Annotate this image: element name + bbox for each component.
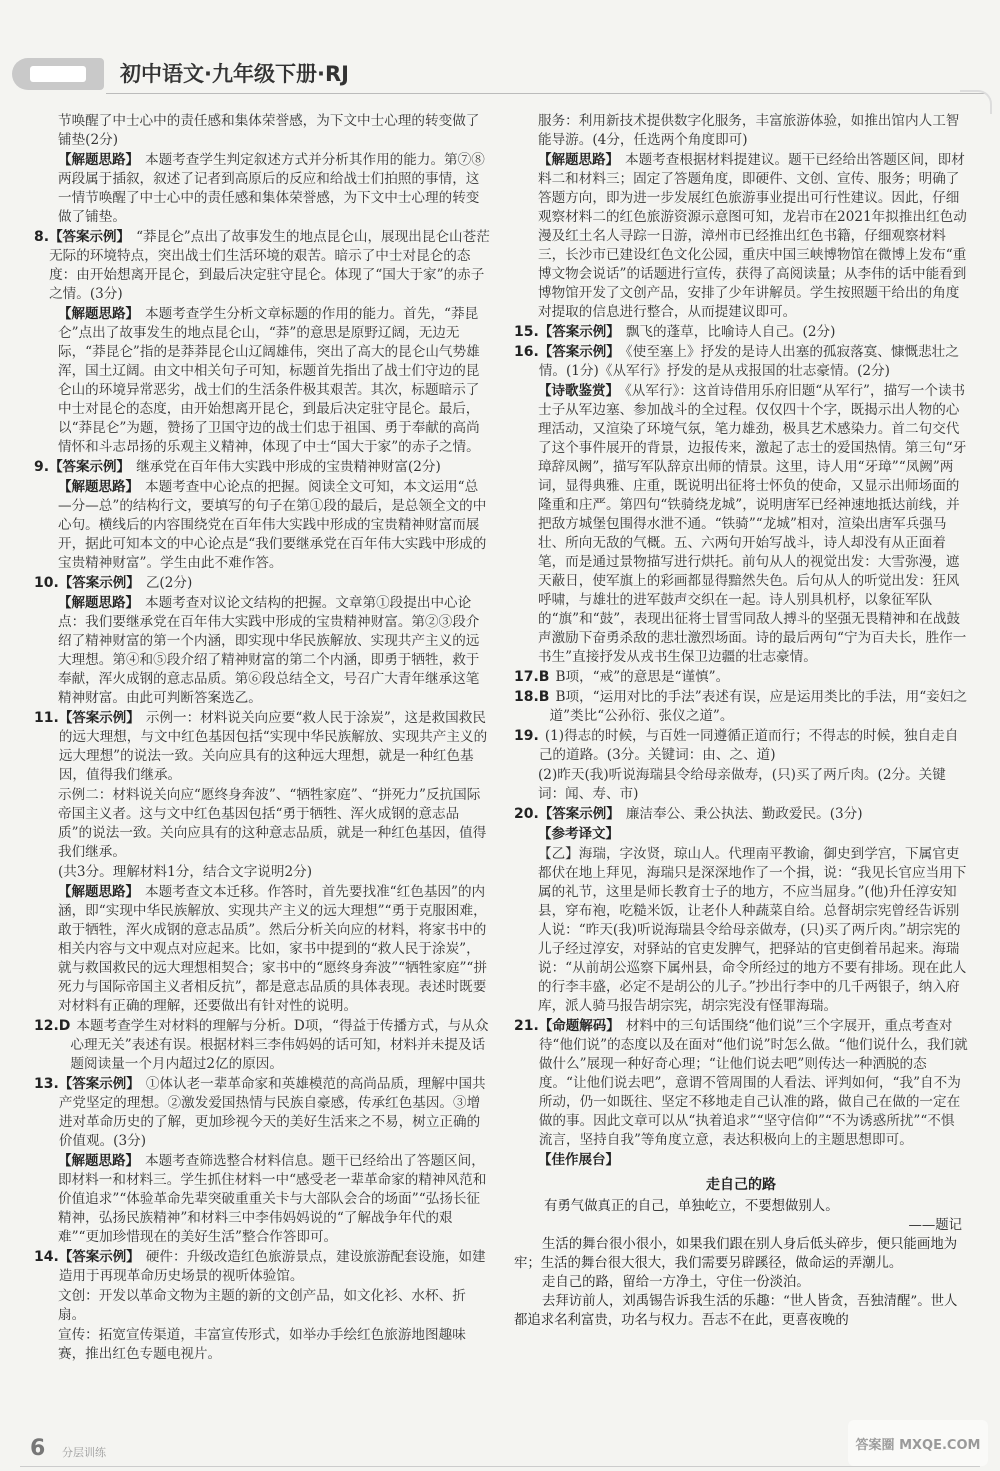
answer-item: [514, 1017, 968, 1150]
section-tag: 【佳作展台】: [538, 1152, 619, 1168]
answer-item: [514, 766, 968, 804]
answer-text: 示例一：材料说关向应要“救人民于涂炭”，这是救国救民的远大理想，与文中红色基因包括“实现中华民族解放、实现共产主义的远大理想”的说法一致。关向应具有的这种远大理想，就是一种红色基因，值得我们继承。: [58, 710, 488, 783]
question-number: 9.: [34, 459, 50, 475]
essay-paragraph: 生活的舞台很小很小，如果我们跟在别人身后低头碎步，便只能画地为牢；生活的舞台很大很大，我们需要另辟蹊径，做命运的弄潮儿。: [514, 1237, 958, 1271]
answer-text: 本题考查学生对材料的理解与分析。D项，“得益于传播方式，与从众心理无关”表述有误。根据材料三李伟妈妈的话可知，材料并未提及话题阅读量一个月内超过2亿的原因。: [70, 1018, 489, 1072]
book-title: 初中语文·九年级下册·RJ: [120, 62, 349, 86]
footer-rule: [20, 1466, 980, 1467]
answer-text: 节唤醒了中士心中的责任感和集体荣誉感，为下文中士心理的转变做了铺垫(2分): [58, 113, 480, 148]
answer-text: 乙(2分): [145, 575, 193, 591]
answer-text: 本题考查根据材料提建议。题干已经给出答题区间，即材料二和材料三；固定了答题角度，即硬件、文创、宣传、服务；明确了答题方向，即为进一步发展红色旅游事业提出可行性建议。因此，仔细观察材料二的红色旅游资源示意图可知，龙岩市在2021年拟推出红色动漫及红土名人寻踪一日游，漳州市已经推出红色书籍，仔细观察材料三，长沙市已建设红色文化公园，重庆中国三峡博物馆在微博上发布“重博文物会说话”的话题进行宣传，获得了高阅读量；从李伟的话中能看到博物馆开发了文创产品，安排了少年讲解员。学生按照题干给出的角度对提取的信息进行整合，从而提建议即可。: [538, 152, 967, 320]
answer-item: [514, 151, 968, 322]
answer-item: [34, 112, 490, 150]
answer-item: [34, 594, 490, 708]
question-number: 17.B: [514, 669, 550, 685]
answer-item: [34, 1152, 490, 1247]
section-tag: 【解题思路】: [58, 306, 139, 322]
question-number: 16.: [514, 344, 539, 360]
answer-item: [514, 845, 968, 1016]
section-tag: 【解题思路】: [58, 595, 139, 611]
answer-item: [514, 727, 968, 765]
header-curve-decoration: [960, 90, 992, 114]
answer-text: 硬件：升级改造红色旅游景点，建设旅游配套设施，如建造用于再现革命历史场景的视听体验馆。: [58, 1249, 486, 1284]
question-number: 21.: [514, 1018, 539, 1034]
answer-item: [34, 458, 490, 477]
answer-item: [34, 574, 490, 593]
section-tag: 【答案示例】: [538, 344, 620, 360]
essay-epigraph-source: ——题记: [908, 1218, 962, 1233]
answer-text: 本题考查文本迁移。作答时，首先要找准“红色基因”的内涵，即“实现中华民族解放、实现共产主义的远大理想”“勇于克服困难，敢于牺牲，浑火成钢的意志品质”。然后分析关向应的材料，将家书中的相关内容与文中观点对应起来。比如，家书中提到的“救人民于涂炭”，就与救国救民的远大理想相契合；家书中的“愿终身奔波”“牺牲家庭”“拼死力与国际帝国主义者相反抗”，都是意志品质的具体表现。表述时既要对材料有正确的理解，还要做出有针对性的说明。: [58, 884, 487, 1014]
answer-text: 本题考查学生判定叙述方式并分析其作用的能力。第⑦⑧两段属于插叙，叙述了记者到高原后的反应和给战士们拍照的事情，这一情节唤醒了中士心中的责任感和集体荣誉感，为下文中士心理的转变做了铺垫。: [58, 152, 485, 225]
section-tag: 【答案示例】: [538, 806, 620, 822]
answer-item: [514, 382, 968, 667]
answer-text: 《从军行》：这首诗借用乐府旧题“从军行”，描写一个读书士子从军边塞、参加战斗的全过程。仅仅四十个字，既揭示出人物的心理活动，又渲染了环境气氛，笔力雄劲，极具艺术感染力。首二句交代了这个事件展开的背景，边报传来，激起了志士的爱国热情。第三句“牙璋辞凤阙”，描写军队辞京出师的情景。这里，诗人用“牙璋”“凤阙”两词，显得典雅、庄重，既说明出征将士怀负的使命，又显示出师场面的隆重和庄严。第四句“铁骑绕龙城”，说明唐军已经神速地抵达前线，并把敌方城堡包围得水泄不通。“铁骑”“龙城”相对，渲染出唐军兵强马壮、所向无敌的气概。五、六两句开始写战斗，诗人却没有从正面着笔，而是通过景物描写进行烘托。前句从人的视觉出发：大雪弥漫，遮天蔽日，使军旗上的彩画都显得黯然失色。后句从人的听觉出发：狂风呼啸，与雄壮的进军鼓声交织在一起。诗人别具机杼，以象征军队的“旗”和“鼓”，表现出征将士冒雪同敌人搏斗的坚强无畏精神和在战鼓声激励下奋勇杀敌的悲壮激烈场面。诗的最后两句“宁为百夫长，胜作一书生”直接抒发从戎书生保卫边疆的壮志豪情。: [538, 383, 967, 665]
answer-text: (共3分。理解材料1分，结合文字说明2分): [58, 864, 313, 880]
answer-item: [514, 805, 968, 824]
header-rule: [106, 93, 986, 94]
section-tag: 【诗歌鉴赏】: [538, 383, 619, 399]
answer-item: [34, 228, 490, 304]
model-essay: [514, 1176, 968, 1330]
series-logo: [12, 58, 104, 90]
answer-text: 本题考查筛选整合材料信息。题干已经给出了答题区间，即材料一和材料三。学生抓住材料一中“感受老一辈革命家的精神风范和价值追求”“体验革命先辈突破重重关卡与大部队会合的场面”“弘扬长征精神，弘扬民族精神”和材料三中李伟妈妈说的“了解战争年代的艰难”“更加珍惜现在的美好生活”整合作答即可。: [58, 1153, 487, 1245]
answer-text: 材料中的三句话围绕“他们说”三个字展开，重点考查对待“他们说”的态度以及在面对“他们说”时怎么做。“他们说什么，我们就做什么”展现一种好奇心理；“让他们说去吧”则传达一种洒脱的态度。“让他们说去吧”，意谓不管周围的人看法、评判如何，“我”自不为所动，仍一如既往、坚定不移地走自己认准的路，做自己在做的一定在做的事。因此文章可以从“执着追求”“坚守信仰”“不为诱惑所扰”“不惧流言，坚持自我”等角度立意，表达积极向上的主题思想即可。: [538, 1018, 968, 1148]
section-tag: 【答案示例】: [58, 1076, 140, 1092]
question-number: 8.: [34, 229, 50, 245]
answer-item: [34, 1075, 490, 1151]
answer-text: (2)昨天(我)听说海瑞县令给母亲做寿，(只)买了两斤肉。(2分。关键词：闻、寿、市): [538, 767, 946, 802]
answer-item: [514, 323, 968, 342]
answer-item: [34, 883, 490, 1016]
section-tag: 【参考译文】: [538, 826, 619, 842]
answer-text: 【乙】海瑞，字汝贤，琼山人。代理南平教谕，御史到学宫，下属官吏都伏在地上拜见，海瑞只是深深地作了一个揖，说：“我见长官应当用下属的礼节，这里是师长教育士子的地方，不应当屈身。”(他)升任淳安知县，穿布袍，吃糙米饭，让老仆人种蔬菜自给。总督胡宗宪曾经告诉别人说：“昨天(我)听说海瑞县令给母亲做寿，(只)买了两斤肉。”胡宗宪的儿子经过淳安，对驿站的官吏发脾气，把驿站的官吏倒着吊起来。海瑞说：“从前胡公巡察下属州县，命令所经过的地方不要有排场。现在此人的行李丰盛，必定不是胡公的儿子。”抄出行李中的几千两银子，纳入府库，派人骑马报告胡宗宪，胡宗宪没有怪罪海瑞。: [538, 846, 967, 1014]
section-tag: 【答案示例】: [49, 229, 131, 245]
question-number: 14.: [34, 1249, 59, 1265]
question-number: 19.: [514, 728, 539, 744]
answer-item: [514, 112, 968, 150]
answer-item: [34, 478, 490, 573]
answer-item: [34, 305, 490, 457]
section-tag: 【解题思路】: [58, 1153, 139, 1169]
answer-text: 本题考查对议论文结构的把握。文章第①段提出中心论点：我们要继承党在百年伟大实践中形成的宝贵精神财富。第②③段介绍了精神财富的第一个内涵，即实现中华民族解放、实现共产主义的远大理想。第④和⑤段介绍了精神财富的第二个内涵，即勇于牺牲，救于奉献，浑火成钢的意志品质。第⑥段总结全文，号召广大青年继承这笔精神财富。由此可判断答案选乙。: [58, 595, 480, 706]
essay-paragraph: 走自己的路，留给一方净土，守住一份淡泊。: [542, 1275, 810, 1290]
answer-item: [514, 1151, 968, 1170]
answer-item: [514, 668, 968, 687]
question-number: 13.: [34, 1076, 59, 1092]
answer-text: 宣传：拓宽宣传渠道，丰富宣传形式，如举办手绘红色旅游地图趣味赛，推出红色专题电视片。: [58, 1327, 466, 1362]
answer-item: [34, 1248, 490, 1286]
answer-item: [34, 1326, 490, 1364]
page-header: [0, 0, 1000, 100]
watermark-text: 答案圈 MXQE.COM: [855, 1438, 981, 1453]
section-tag: 【命题解码】: [538, 1018, 620, 1034]
answer-item: [34, 786, 490, 862]
section-tag: 【解题思路】: [538, 152, 619, 168]
left-column: [34, 112, 490, 1365]
answer-text: 示例二：材料说关向应“愿终身奔波”、“牺牲家庭”、“拼死力”反抗国际帝国主义者。这与文中红色基因包括“勇于牺牲、浑火成钢的意志品质”的说法一致。关向应具有的这种意志品质，就是一种红色基因，值得我们继承。: [58, 787, 487, 860]
question-number: 10.: [34, 575, 59, 591]
answer-text: “莽昆仑”点出了故事发生的地点昆仑山，展现出昆仑山苍茫无际的环境特点，突出战士们生活环境的艰苦。暗示了中士对昆仑的态度：由开始想离开昆仑，到最后决定驻守昆仑。体现了“国大于家”的赤子之情。(3分): [49, 229, 490, 302]
answer-item: [34, 863, 490, 882]
right-column: [514, 112, 968, 1330]
answer-item: [34, 709, 490, 785]
answer-text: 文创：开发以革命文物为主题的新的文创产品，如文化衫、水杯、折扇。: [58, 1288, 466, 1323]
answer-text: 本题考查学生分析文章标题的作用的能力。首先，“莽昆仑”点出了故事发生的地点昆仑山，“莽”的意思是原野辽阔，无边无际，“莽昆仑”指的是莽莽昆仑山辽阔雄伟，突出了高大的昆仑山气势雄浑，国土辽阔。由文中相关句子可知，标题首先指出了战士们守边的昆仑山的环境异常恶劣，战士们的生活条件极其艰苦。其次，标题暗示了中士对昆仑的态度，由开始想离开昆仑，到最后决定驻守昆仑。最后，以“莽昆仑”为题，赞扬了卫国守边的战士们忠于祖国、勇于奉献的高尚情怀和斗志昂扬的乐观主义精神，体现了中士“国大于家”的赤子之情。: [58, 306, 480, 455]
answer-text: 本题考查中心论点的把握。阅读全文可知，本文运用“总—分—总”的结构行文，要填写的句子在第①段的最后，是总领全文的中心句。横线后的内容围绕党在百年伟大实践中形成的宝贵精神财富而展开，据此可知本文的中心论点是“我们要继承党在百年伟大实践中形成的宝贵精神财富”。学生由此不难作答。: [58, 479, 487, 571]
question-number: 18.B: [514, 689, 550, 705]
section-tag: 【答案示例】: [538, 324, 620, 340]
answer-text: B项，“戒”的意思是“谨慎”。: [555, 669, 730, 685]
answer-item: [514, 343, 968, 381]
answer-item: [34, 1017, 490, 1074]
answer-item: [34, 151, 490, 227]
answer-text: 飘飞的蓬草，比喻诗人自己。(2分): [625, 324, 836, 340]
section-tag: 【解题思路】: [58, 884, 139, 900]
section-tag: 【解题思路】: [58, 152, 139, 168]
question-number: 15.: [514, 324, 539, 340]
section-tag: 【答案示例】: [58, 575, 140, 591]
essay-epigraph: 有勇气做真正的自己，单独屹立，不要想做别人。: [544, 1199, 839, 1214]
page-number: 6: [30, 1436, 46, 1461]
section-tag: 【解题思路】: [58, 479, 139, 495]
answer-item: [514, 825, 968, 844]
answer-text: 《使至塞上》抒发的是诗人出塞的孤寂落寞、慷慨悲壮之情。(1分)《从军行》抒发的是从戎报国的壮志豪情。(2分): [538, 344, 959, 379]
answer-text: ①体认老一辈革命家和英雄模范的高尚品质，理解中国共产党坚定的理想。②激发爱国热情与民族自豪感，传承红色基因。③增进对革命历史的了解，更加珍视今天的美好生活来之不易，树立正确的价值观。(3分): [58, 1076, 486, 1149]
answer-text: (1)得志的时候，与百姓一同遵循正道而行；不得志的时候，独自走自己的道路。(3分。关键词：由、之、道): [538, 728, 959, 763]
section-tag: 【答案示例】: [58, 710, 140, 726]
answer-item: [34, 1287, 490, 1325]
answer-text: B项，“运用对比的手法”表述有误，应是运用类比的手法，用“妾妇之道”类比“公孙衍、张仪之道”。: [549, 689, 967, 724]
question-number: 12.D: [34, 1018, 71, 1034]
question-number: 20.: [514, 806, 539, 822]
answer-text: 继承党在百年伟大实践中形成的宝贵精神财富(2分): [136, 459, 441, 475]
section-tag: 【答案示例】: [58, 1249, 140, 1265]
section-label: 分层训练: [62, 1446, 106, 1459]
answer-item: [514, 688, 968, 726]
watermark-logo: [848, 1420, 988, 1466]
section-tag: 【答案示例】: [49, 459, 131, 475]
essay-paragraph: 去拜访前人，刘禹锡告诉我生活的乐趣：“世人皆贪，吾独清醒”。世人都追求名利富贵，功名与权力。吾志不在此，更喜夜晚的: [514, 1294, 958, 1328]
answer-text: 服务：利用新技术提供数字化服务，丰富旅游体验，如推出馆内人工智能导游。(4分，任选两个角度即可): [538, 113, 960, 148]
question-number: 11.: [34, 710, 59, 726]
answer-text: 廉洁奉公、秉公执法、勤政爱民。(3分): [625, 806, 863, 822]
essay-title: 走自己的路: [706, 1177, 776, 1193]
